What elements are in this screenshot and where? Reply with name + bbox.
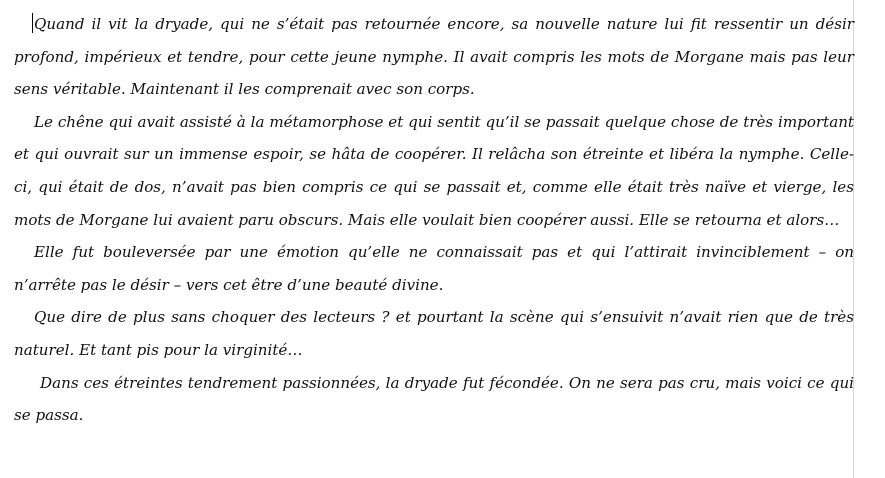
paragraph-2[interactable] [14, 106, 854, 236]
paragraph-4-text-after: ? et pourtant la scène qui s’ensuivit n’avait rien que de très naturel. Et tant pis pour la virginité… [14, 308, 854, 359]
paragraph-3[interactable] [14, 236, 854, 301]
paragraph-2-text: Le chêne qui avait assisté à la métamorphose et qui sentit qu’il se passait quelque chose de très important et qui ouvrait sur un immense espoir, se hâta de coopérer. Il relâcha son étreinte et libéra la nymphe. Celle-ci, qui était de dos, n’avait pas bien compris ce qui se passait et, comme elle était très naïve et vierge, les mots de Morgane lui avaient paru obscurs. Mais elle voulait bien coopérer aussi. Elle se retourna et alors… [14, 112, 854, 229]
text-cursor [32, 13, 33, 33]
paragraph-1[interactable] [14, 8, 854, 106]
paragraph-5-text: Dans ces étreintes tendrement passionnées, la dryade fut fécondée. On ne sera pas cru, mais voici ce qui se passa. [14, 373, 854, 425]
paragraph-4-text-before: Que dire de plus sans choquer des lecteurs [34, 308, 382, 327]
document-body[interactable] [14, 8, 854, 432]
paragraph-3-text: Elle fut bouleversée par une émotion qu’elle ne connaissait pas et qui l’attirait invinciblement – on n’arrête pas le désir – vers cet être d’une beauté divine. [14, 243, 854, 294]
paragraph-4[interactable] [14, 301, 854, 366]
paragraph-1-text: Quand il vit la dryade, qui ne s’était pas retournée encore, sa nouvelle nature lui fit ressentir un désir profond, impérieux et tendre, pour cette jeune nymphe. Il avait compris les mots de Morgane mais pas leur sens véritable. Maintenant il les comprenait avec son corps. [14, 15, 854, 99]
paragraph-5[interactable] [14, 367, 854, 432]
